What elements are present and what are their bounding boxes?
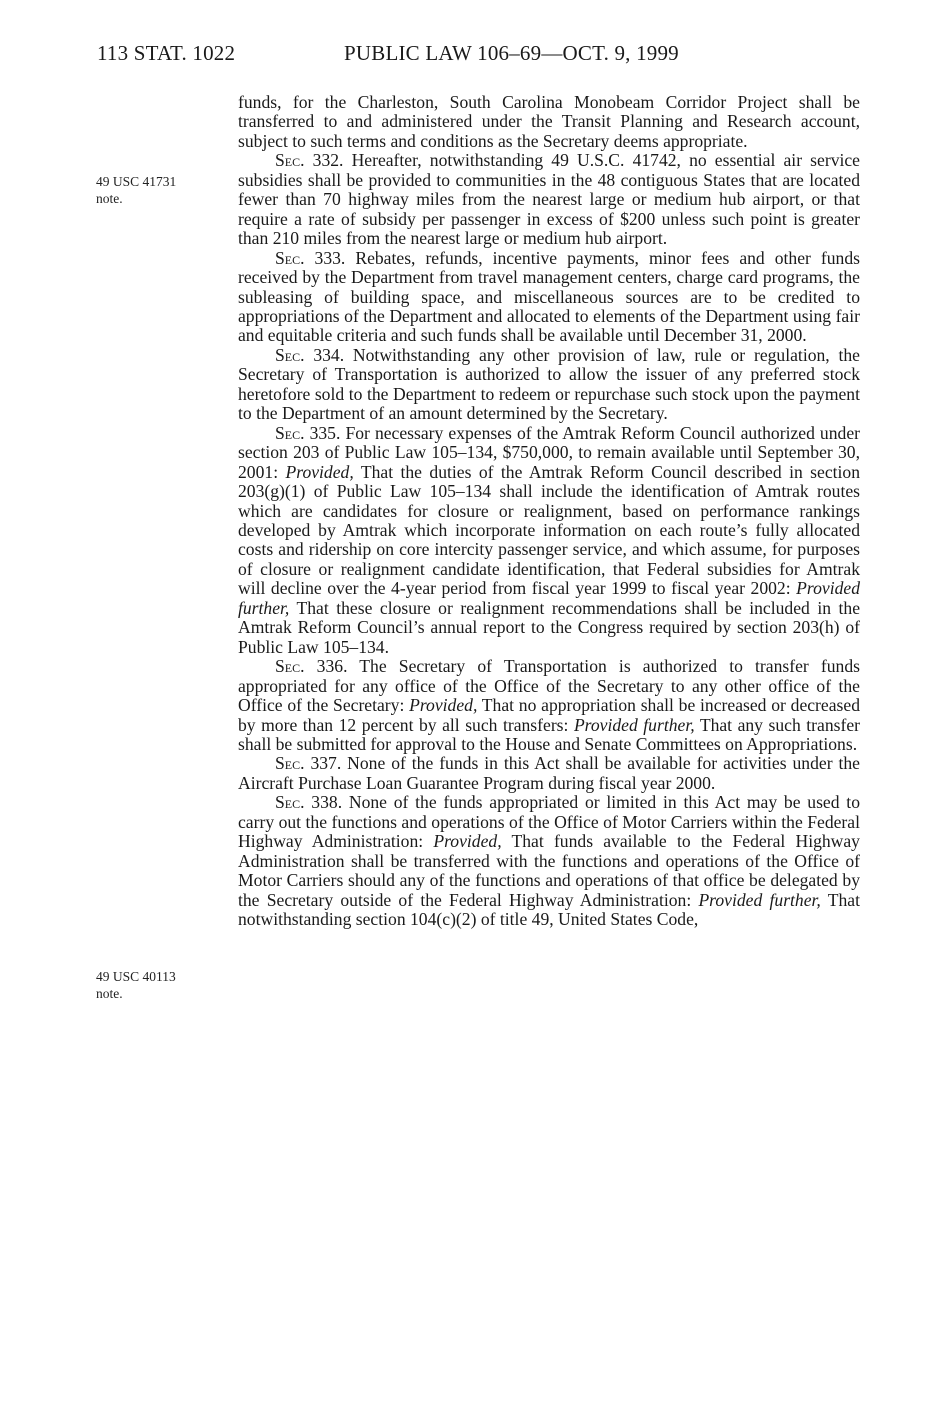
section-label: Sec.	[275, 422, 305, 443]
proviso: Provided,	[433, 831, 502, 852]
proviso-further: Provided further,	[238, 578, 860, 618]
section-334	[238, 346, 860, 424]
section-text: 334. Notwithstanding any other provision of law, rule or regulation, the Secretary of Transportation is authorized to allow the issuer of any preferred stock heretofore sold to the Department to redeem or repurchase such stock upon the payment to the Department of an amount determined by the Secretary.	[238, 344, 860, 424]
section-338	[238, 793, 860, 929]
section-text: That funds available to the Federal Highway Administration shall be transferred with the functions and operations of the Office of Motor Carriers should any of the functions and operations of that office be delegated by the Secretary outside of the Federal Highway Administration:	[238, 831, 860, 910]
section-label: Sec.	[275, 247, 305, 268]
section-label: Sec.	[275, 656, 305, 677]
section-335	[238, 424, 860, 657]
section-text: 335. For necessary expenses of the Amtrak Reform Council authorized under section 203 of Public Law 105–134, $750,000, to remain available until September 30, 2001:	[238, 422, 860, 482]
section-label: Sec.	[275, 150, 305, 171]
margin-note-41731	[96, 173, 206, 207]
section-text: That any such transfer shall be submitted for approval to the House and Senate Committees on Appropriations.	[238, 714, 860, 754]
continued-paragraph: funds, for the Charleston, South Carolina Monobeam Corridor Project shall be transferred to and administered under the Transit Planning and Research account, subject to such terms and conditions as the Secretary deems appropriate.	[238, 92, 860, 151]
section-text: 338. None of the funds appropriated or limited in this Act may be used to carry out the functions and operations of the Office of Motor Carriers within the Federal Highway Administration:	[238, 792, 860, 852]
margin-note-40113	[96, 968, 206, 1002]
section-text: 333. Rebates, refunds, incentive payments, minor fees and other funds received by the Department from travel management centers, charge card programs, the subleasing of building space, and miscellaneous sources are to be credited to appropriations of the Department and allocated to elements of the Department using fair and equitable criteria and such funds shall be available until December 31, 2000.	[238, 247, 860, 346]
section-text: That notwithstanding section 104(c)(2) of title 49, United States Code,	[238, 889, 860, 930]
margin-note-citation: 49 USC 40113	[96, 969, 176, 984]
section-label: Sec.	[275, 792, 305, 813]
page-header	[97, 41, 906, 71]
section-text: That no appropriation shall be increased or decreased by more than 12 percent by all such transfers:	[238, 695, 860, 735]
section-333	[238, 249, 860, 346]
proviso-further: Provided further,	[698, 889, 821, 910]
section-text: 337. None of the funds in this Act shall be available for activities under the Aircraft Purchase Loan Guarantee Program during fiscal year 2000.	[238, 753, 860, 793]
section-336	[238, 657, 860, 754]
margin-note-citation: 49 USC 41731	[96, 174, 177, 189]
section-332	[238, 151, 860, 248]
public-law-citation: PUBLIC LAW 106–69—OCT. 9, 1999	[344, 41, 679, 65]
margin-note-label: note.	[96, 191, 123, 206]
body-text	[238, 93, 860, 929]
proviso-further: Provided further,	[573, 714, 695, 735]
section-text: That these closure or realignment recommendations shall be included in the Amtrak Reform Council’s annual report to the Congress required by section 203(h) of Public Law 105–134.	[238, 597, 860, 657]
section-label: Sec.	[275, 753, 305, 774]
margin-note-label: note.	[96, 986, 123, 1001]
proviso: Provided,	[285, 461, 354, 482]
statute-page-number: 113 STAT. 1022	[97, 41, 236, 65]
section-337	[238, 754, 860, 793]
section-text: 336. The Secretary of Transportation is authorized to transfer funds appropriated for any office of the Office of the Secretary to any other office of the Office of the Secretary:	[238, 656, 860, 716]
section-text: That the duties of the Amtrak Reform Council described in section 203(g)(1) of Public Law 105–134 shall include the identification of Amtrak routes which are candidates for closure or realignment, based on performance rankings developed by Amtrak which incorporate information on each route’s fully allocated costs and ridership on core intercity passenger service, and which assume, for purposes of closure or realignment candidate identification, that Federal subsidies for Amtrak will decline over the 4-year period from fiscal year 1999 to fiscal year 2002:	[238, 461, 860, 599]
section-label: Sec.	[275, 344, 305, 365]
proviso: Provided,	[409, 695, 478, 716]
section-text: 332. Hereafter, notwithstanding 49 U.S.C. 41742, no essential air service subsidies shall be provided to communities in the 48 contiguous States that are located fewer than 70 highway miles from the nearest large or medium hub airport, or that require a rate of subsidy per passenger in excess of $200 unless such point is greater than 210 miles from the nearest large or medium hub airport.	[238, 150, 860, 249]
